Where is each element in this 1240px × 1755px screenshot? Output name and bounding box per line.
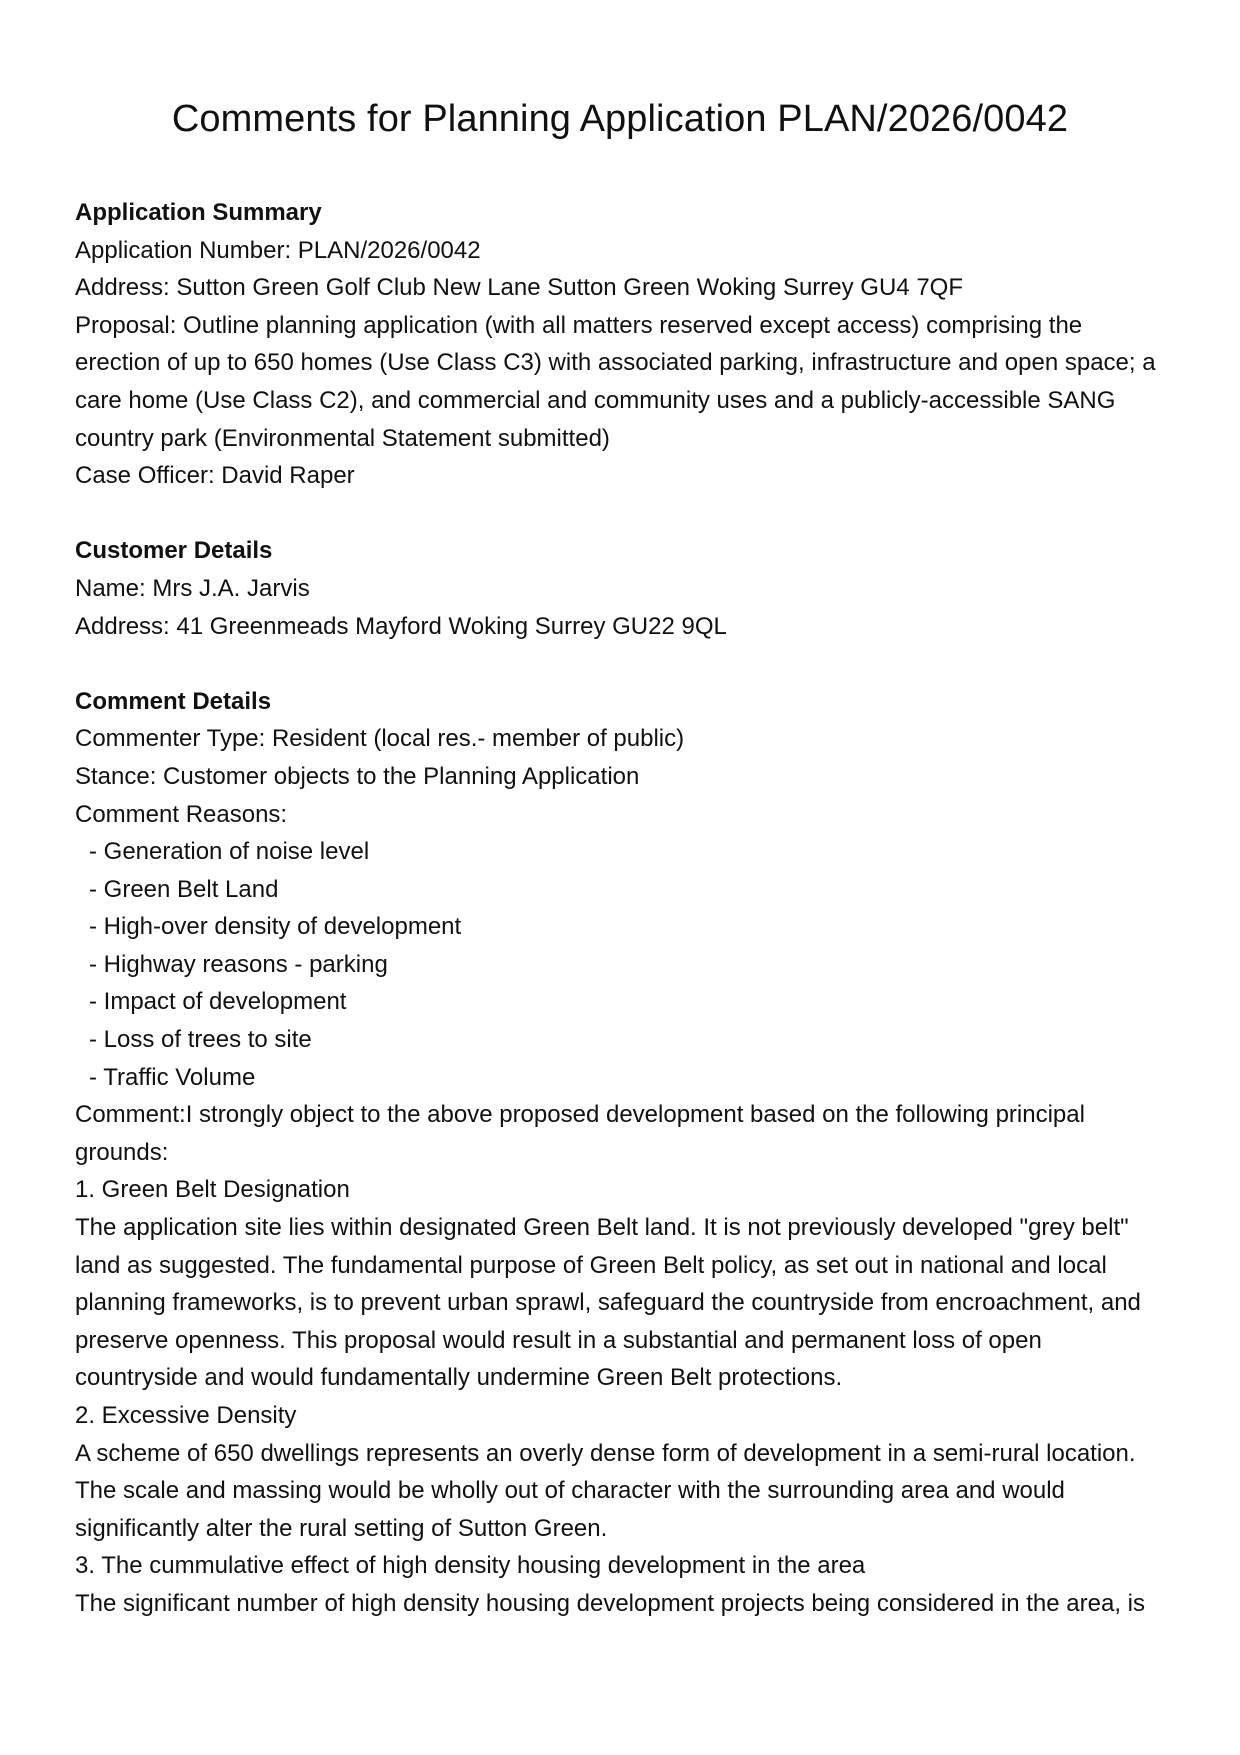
comment-reason-item: - Green Belt Land <box>89 875 279 903</box>
comment-reasons-label: Comment Reasons: <box>75 800 288 828</box>
comment-reason-item: - Generation of noise level <box>89 838 370 866</box>
comment-intro: Comment:I strongly object to the above proposed development based on the following principal grounds: <box>75 1101 1085 1166</box>
comment-reason-item: - Highway reasons - parking <box>89 950 388 978</box>
comment-reason-item: - Impact of development <box>89 988 347 1016</box>
case-officer: Case Officer: David Raper <box>75 462 355 490</box>
comment-details-section <box>75 683 1165 1623</box>
stance: Stance: Customer objects to the Planning Application <box>75 762 640 790</box>
commenter-type: Commenter Type: Resident (local res.- member of public) <box>75 725 685 753</box>
application-proposal: Proposal: Outline planning application (with all matters reserved except access) comprising the erection of up to 650 homes (Use Class C3) with associated parking, infrastructure and open space; a care home (Use Class C2), and commercial and community uses and a publicly-accessible SANG country park (Environmental Statement submitted) <box>75 311 1156 452</box>
comment-reason-item: - Loss of trees to site <box>89 1026 312 1054</box>
application-number: Application Number: PLAN/2026/0042 <box>75 236 481 264</box>
point-3-text: The significant number of high density housing development projects being considered in the area, is <box>75 1589 1145 1617</box>
page-title: Comments for Planning Application PLAN/2026/0042 <box>171 98 1069 140</box>
point-2-text: A scheme of 650 dwellings represents an overly dense form of development in a semi-rural location. The scale and massing would be wholly out of character with the surrounding area and would significantly alter the rural setting of Sutton Green. <box>75 1439 1136 1542</box>
application-summary-heading: Application Summary <box>75 199 322 226</box>
point-2-heading: 2. Excessive Density <box>75 1402 297 1429</box>
comment-details-heading: Comment Details <box>75 687 272 715</box>
customer-name: Name: Mrs J.A. Jarvis <box>75 574 310 602</box>
customer-details-heading: Customer Details <box>75 537 273 565</box>
customer-details-section <box>75 532 1165 645</box>
customer-address: Address: 41 Greenmeads Mayford Woking Surrey GU22 9QL <box>75 612 727 640</box>
application-address: Address: Sutton Green Golf Club New Lane Sutton Green Woking Surrey GU4 7QF <box>75 274 963 302</box>
comment-reasons-list <box>75 833 1165 1096</box>
point-1-heading: 1. Green Belt Designation <box>75 1176 350 1204</box>
comment-reason-item: - High-over density of development <box>89 913 462 941</box>
application-summary-section <box>75 194 1165 495</box>
point-3-heading: 3. The cummulative effect of high density housing development in the area <box>75 1552 866 1580</box>
point-1-text: The application site lies within designated Green Belt land. It is not previously developed "grey belt" land as suggested. The fundamental purpose of Green Belt policy, as set out in national and local planning frameworks, is to prevent urban sprawl, safeguard the countryside from encroachment, and preserve openness. This proposal would result in a substantial and permanent loss of open countryside and would fundamentally undermine Green Belt protections. <box>75 1214 1141 1392</box>
document-body <box>75 194 1165 1623</box>
comment-reason-item: - Traffic Volume <box>89 1063 256 1091</box>
